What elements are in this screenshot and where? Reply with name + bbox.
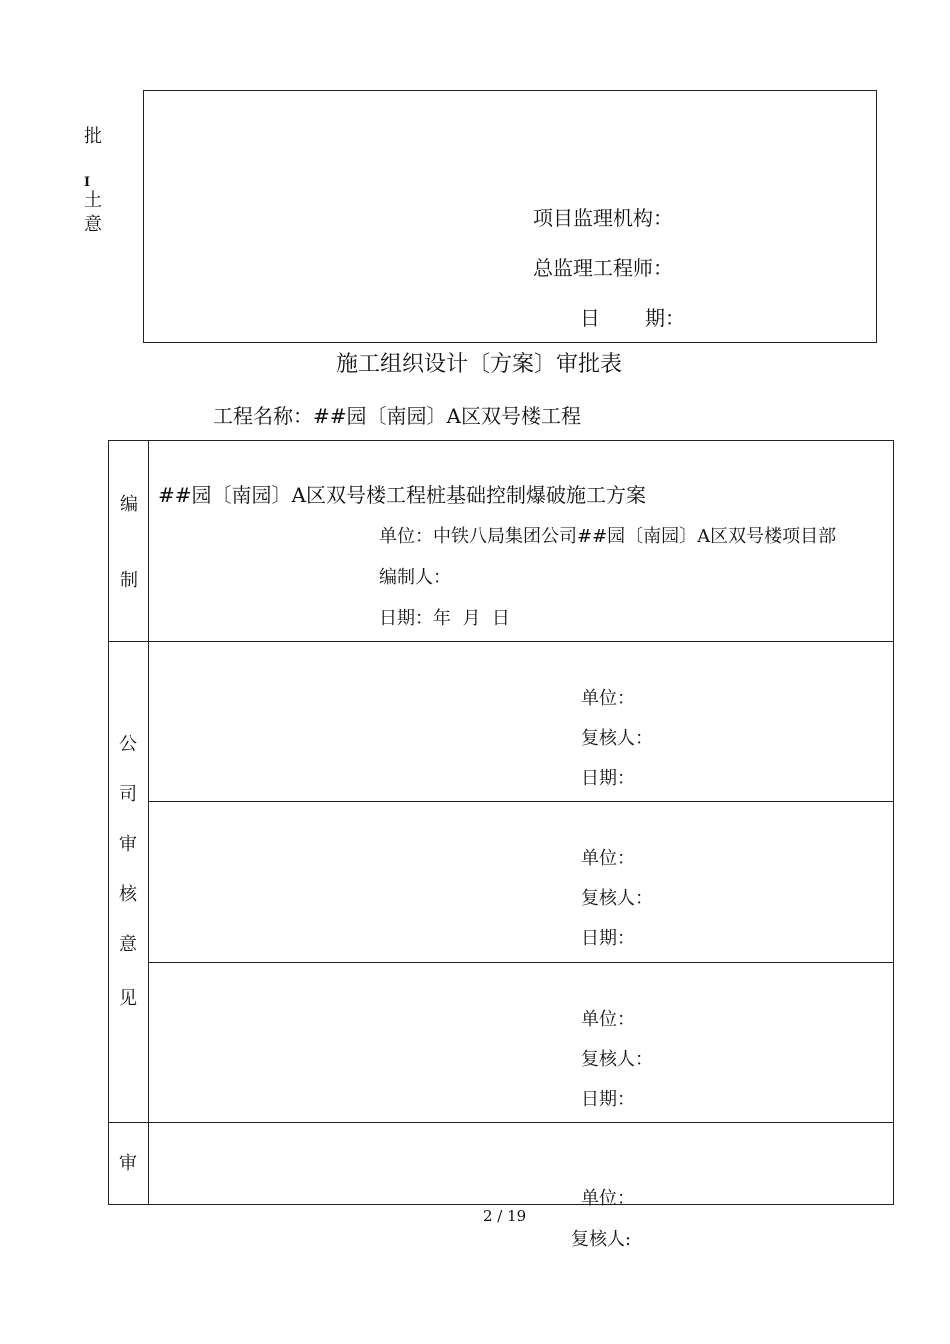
approve-label: 审 bbox=[119, 1153, 137, 1174]
approval-side-label-3: 意 bbox=[84, 214, 102, 235]
review-1-date: 日期： bbox=[581, 768, 635, 789]
compiler-label: 编制人： bbox=[379, 567, 451, 588]
review-1-unit: 单位： bbox=[581, 688, 635, 709]
review-2-reviewer: 复核人： bbox=[581, 888, 653, 909]
row-divider-approve bbox=[108, 1122, 894, 1123]
review-label-3: 审 bbox=[119, 834, 137, 855]
row-divider-compile bbox=[108, 641, 894, 642]
approval-side-label-mark: I bbox=[84, 175, 91, 190]
review-3-date: 日期： bbox=[581, 1089, 635, 1110]
approval-date-label-1: 日 bbox=[580, 306, 600, 330]
review-2-date: 日期： bbox=[581, 928, 635, 949]
supervision-org-label: 项目监理机构： bbox=[533, 206, 673, 230]
approval-side-label-2: 土 bbox=[84, 190, 102, 211]
row-divider-review-2 bbox=[148, 962, 894, 963]
page-title: 施工组织设计〔方案〕审批表 bbox=[336, 352, 623, 377]
chief-engineer-label: 总监理工程师： bbox=[533, 256, 673, 280]
approve-unit: 单位： bbox=[581, 1188, 635, 1209]
review-1-reviewer: 复核人： bbox=[581, 728, 653, 749]
plan-title: ##园〔南园〕A区双号楼工程桩基础控制爆破施工方案 bbox=[158, 483, 646, 507]
approve-reviewer: 复核人: bbox=[571, 1229, 632, 1250]
compile-unit: 单位：中铁八局集团公司##园〔南园〕A区双号楼项目部 bbox=[379, 526, 837, 547]
review-label-6: 见 bbox=[119, 988, 137, 1009]
review-2-unit: 单位： bbox=[581, 848, 635, 869]
review-label-5: 意 bbox=[119, 934, 137, 955]
main-table bbox=[108, 440, 894, 1205]
approval-box bbox=[143, 90, 877, 343]
review-label-4: 核 bbox=[119, 884, 137, 905]
compile-label-2: 制 bbox=[120, 570, 138, 591]
project-name: 工程名称：##园〔南园〕A区双号楼工程 bbox=[213, 404, 581, 428]
approval-date-label-2: 期： bbox=[645, 306, 685, 330]
page-number: 2 / 19 bbox=[483, 1207, 527, 1225]
review-3-unit: 单位： bbox=[581, 1009, 635, 1030]
review-label-2: 司 bbox=[119, 784, 137, 805]
row-divider-review-1 bbox=[148, 801, 894, 802]
table-column-divider bbox=[148, 440, 149, 1205]
review-3-reviewer: 复核人： bbox=[581, 1049, 653, 1070]
compile-label-1: 编 bbox=[120, 494, 138, 515]
approval-side-label-1: 批 bbox=[84, 126, 102, 147]
compile-date: 日期：年 月 日 bbox=[379, 608, 510, 629]
review-label-1: 公 bbox=[119, 734, 137, 755]
